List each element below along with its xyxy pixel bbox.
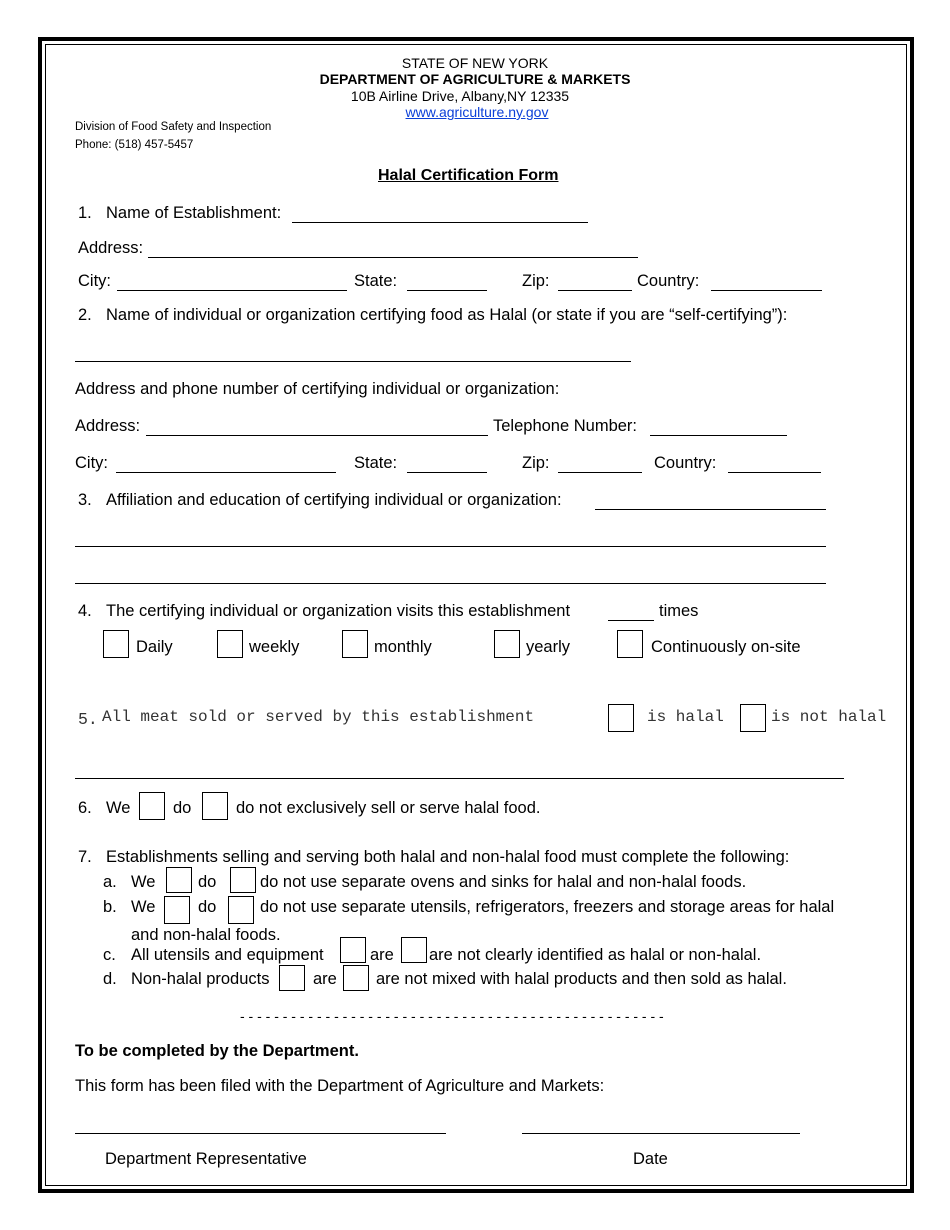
q2-city-label: City: xyxy=(75,454,108,472)
certifier-zip-field[interactable] xyxy=(558,472,642,473)
date-field[interactable] xyxy=(522,1133,800,1134)
q2-address-label: Address: xyxy=(75,417,141,435)
dashed-separator: - - - - - - - - - - - - - - - - - - - - - - - - - - - - - - - - - - - - - - - - - - - - - - - - - - xyxy=(240,1008,664,1024)
affiliation-field-line2[interactable] xyxy=(75,546,826,547)
q6-number: 6. xyxy=(78,799,92,817)
monthly-checkbox[interactable] xyxy=(342,630,368,658)
representative-label: Department Representative xyxy=(105,1150,307,1168)
q7b-letter: b. xyxy=(103,898,117,916)
q7d-are-checkbox[interactable] xyxy=(279,965,305,991)
q7c-are-not-checkbox[interactable] xyxy=(401,937,427,963)
weekly-checkbox[interactable] xyxy=(217,630,243,658)
q4-number: 4. xyxy=(78,602,92,620)
establishment-zip-field[interactable] xyxy=(558,290,632,291)
q7-number: 7. xyxy=(78,848,92,866)
meat-is-halal-label: is halal xyxy=(647,708,724,726)
continuously-on-site-label: Continuously on-site xyxy=(651,638,801,656)
establishment-state-field[interactable] xyxy=(407,290,487,291)
q7a-rest: do not use separate ovens and sinks for halal and non-halal foods. xyxy=(260,873,747,891)
q6-do-not-checkbox[interactable] xyxy=(202,792,228,820)
q7a-do-checkbox[interactable] xyxy=(230,867,256,893)
department-address: 10B Airline Drive, Albany,NY 12335 xyxy=(350,88,570,104)
q7c-rest: are not clearly identified as halal or non-halal. xyxy=(429,946,762,964)
q7c-are: are xyxy=(370,946,394,964)
q7b-rest: do not use separate utensils, refrigerators, freezers and storage areas for halal xyxy=(260,898,835,916)
q7d-rest: are not mixed with halal products and then sold as halal. xyxy=(376,970,787,988)
q5-number: 5. xyxy=(78,710,98,729)
q6-do-label: do xyxy=(173,799,192,817)
affiliation-field-line1[interactable] xyxy=(595,509,826,510)
q7a-we: We xyxy=(131,873,156,891)
q7d-lead: Non-halal products xyxy=(131,970,270,988)
certifier-telephone-field[interactable] xyxy=(650,435,787,436)
q2-state-label: State: xyxy=(354,454,398,472)
q7a-we-checkbox[interactable] xyxy=(166,867,192,893)
q6-rest-text: do not exclusively sell or serve halal food. xyxy=(236,799,541,817)
state-name: STATE OF NEW YORK xyxy=(401,55,549,71)
q1-zip-label: Zip: xyxy=(522,272,550,290)
q7d-letter: d. xyxy=(103,970,117,988)
q7b-rest-continued: and non-halal foods. xyxy=(131,926,281,944)
form-title: Halal Certification Form xyxy=(378,167,559,184)
q7c-are-checkbox[interactable] xyxy=(340,937,366,963)
representative-signature-field[interactable] xyxy=(75,1133,446,1134)
q7b-we: We xyxy=(131,898,156,916)
establishment-name-field[interactable] xyxy=(292,222,588,223)
q2-contact-heading: Address and phone number of certifying individual or organization: xyxy=(75,380,560,398)
q2-zip-label: Zip: xyxy=(522,454,550,472)
q3-text: Affiliation and education of certifying individual or organization: xyxy=(106,491,562,509)
certifier-state-field[interactable] xyxy=(407,472,487,473)
meat-is-not-halal-label: is not halal xyxy=(771,708,887,726)
q6-we-checkbox[interactable] xyxy=(139,792,165,820)
daily-checkbox[interactable] xyxy=(103,630,129,658)
department-section-heading: To be completed by the Department. xyxy=(75,1042,359,1060)
q1-number: 1. xyxy=(78,204,92,222)
q4-text: The certifying individual or organization visits this establishment xyxy=(106,602,571,620)
certifier-city-field[interactable] xyxy=(116,472,336,473)
q1-country-label: Country: xyxy=(637,272,700,290)
monthly-label: monthly xyxy=(374,638,432,656)
department-filed-text: This form has been filed with the Department of Agriculture and Markets: xyxy=(75,1077,605,1095)
q1-address-label: Address: xyxy=(78,239,144,257)
q7d-are-not-checkbox[interactable] xyxy=(343,965,369,991)
establishment-country-field[interactable] xyxy=(711,290,822,291)
yearly-checkbox[interactable] xyxy=(494,630,520,658)
daily-label: Daily xyxy=(136,638,173,656)
q1-state-label: State: xyxy=(354,272,398,290)
division-name: Division of Food Safety and Inspection xyxy=(75,121,272,133)
date-label: Date xyxy=(633,1150,668,1168)
q5-divider-line xyxy=(75,778,844,779)
department-name: DEPARTMENT OF AGRICULTURE & MARKETS xyxy=(319,71,631,87)
q7c-lead: All utensils and equipment xyxy=(131,946,324,964)
q2-telephone-label: Telephone Number: xyxy=(493,417,638,435)
meat-is-not-halal-checkbox[interactable] xyxy=(740,704,766,732)
q7c-letter: c. xyxy=(103,946,116,964)
certifier-country-field[interactable] xyxy=(728,472,821,473)
q7a-letter: a. xyxy=(103,873,117,891)
q2-number: 2. xyxy=(78,306,92,324)
continuously-on-site-checkbox[interactable] xyxy=(617,630,643,658)
division-phone: Phone: (518) 457-5457 xyxy=(75,139,194,151)
q7a-do: do xyxy=(198,873,217,891)
q4-times-label: times xyxy=(659,602,699,620)
establishment-address-field[interactable] xyxy=(148,257,638,258)
visit-count-field[interactable] xyxy=(608,620,654,621)
q7b-do: do xyxy=(198,898,217,916)
weekly-label: weekly xyxy=(249,638,300,656)
certifier-name-field[interactable] xyxy=(75,361,631,362)
q2-text: Name of individual or organization certifying food as Halal (or state if you are “self-certifying”): xyxy=(106,306,788,324)
q7b-do-checkbox[interactable] xyxy=(228,896,254,924)
q7-intro: Establishments selling and serving both halal and non-halal food must complete the following: xyxy=(106,848,790,866)
certifier-address-field[interactable] xyxy=(146,435,488,436)
q1-name-label: Name of Establishment: xyxy=(106,204,282,222)
q7b-we-checkbox[interactable] xyxy=(164,896,190,924)
q2-country-label: Country: xyxy=(654,454,717,472)
q5-text: All meat sold or served by this establishment xyxy=(102,708,535,726)
q1-city-label: City: xyxy=(78,272,111,290)
q3-number: 3. xyxy=(78,491,92,509)
website-link[interactable]: www.agriculture.ny.gov xyxy=(405,104,549,120)
q7d-are: are xyxy=(313,970,337,988)
establishment-city-field[interactable] xyxy=(117,290,347,291)
q6-we-label: We xyxy=(106,799,131,817)
affiliation-field-line3[interactable] xyxy=(75,583,826,584)
yearly-label: yearly xyxy=(526,638,571,656)
meat-is-halal-checkbox[interactable] xyxy=(608,704,634,732)
